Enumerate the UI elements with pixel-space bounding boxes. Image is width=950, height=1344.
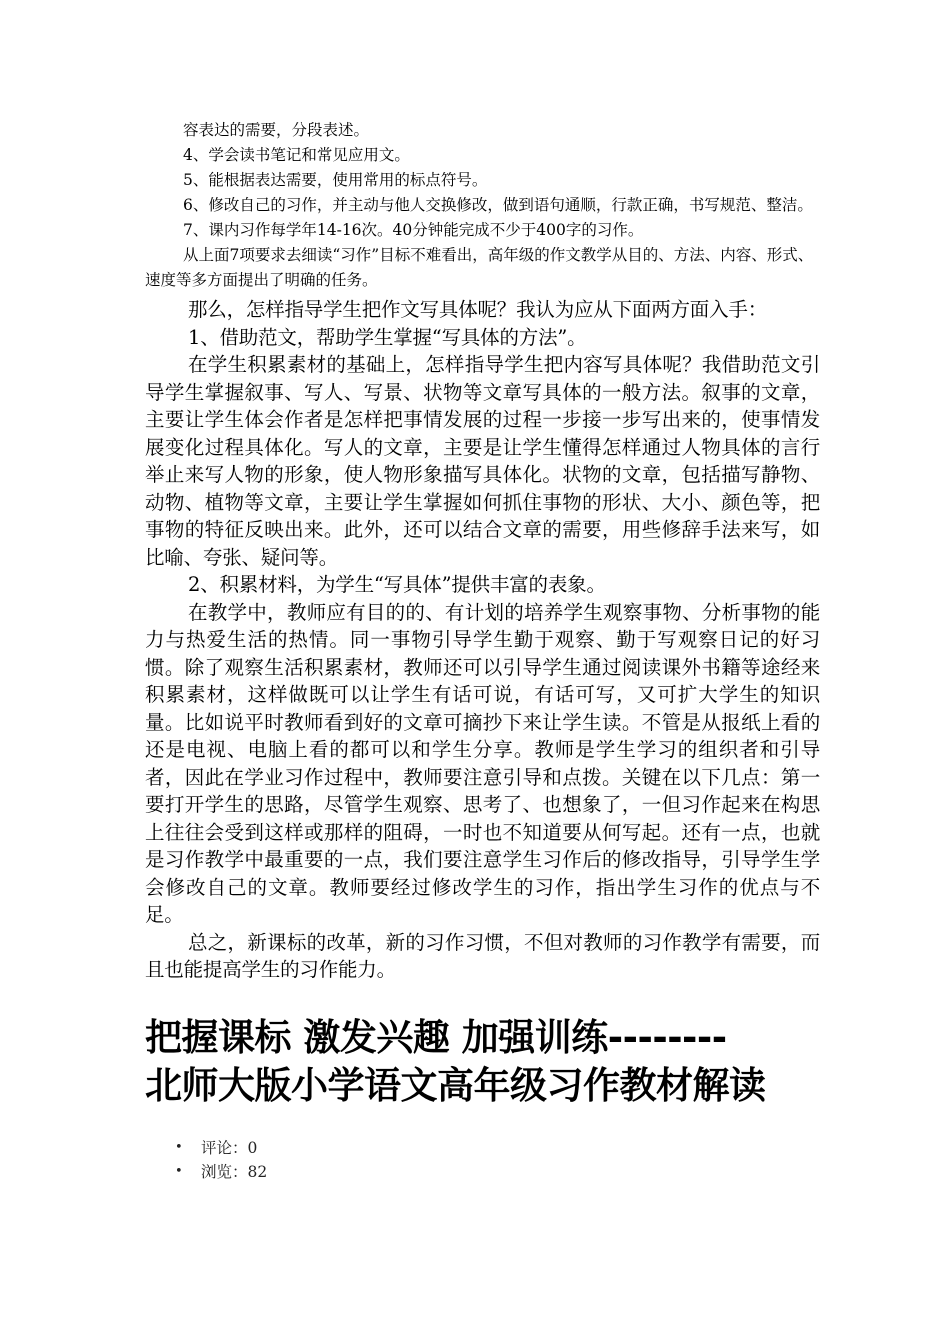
requirements-summary: 从上面7项要求去细读“习作”目标不难看出，高年级的作文教学从目的、方法、内容、形式、速度等多方面提出了明确的任务。 — [145, 246, 814, 289]
requirement-item-6: 6、修改自己的习作，并主动与他人交换修改，做到语句通顺，行款正确，书写规范、整洁。 — [183, 196, 813, 214]
point1-body: 在学生积累素材的基础上，怎样指导学生把内容写具体呢？我借助范文引导学生掌握叙事、写人、写景、状物等文章写具体的一般方法。叙事的文章，主要让学生体会作者是怎样把事情发展的过程一步接一步写出来的，使事情发展变化过程具体化。写人的文章，主要是让学生懂得怎样通过人物具体的言行举止来写人物的形象，使人物形象描写具体化。状物的文章，包括描写静物、动物、植物等文章，主要让学生掌握如何抓住事物的形状、大小、颜色等，把事物的特征反映出来。此外，还可以结合文章的需要，用些修辞手法来写，如比喻、夸张、疑问等。 — [145, 353, 820, 569]
bullet-icon: • — [175, 1139, 183, 1155]
article-body — [145, 296, 820, 984]
requirements-section — [145, 118, 820, 293]
point2-body: 在教学中，教师应有目的的、有计划的培养学生观察事物、分析事物的能力与热爱生活的热情。同一事物引导学生勤于观察、勤于写观察日记的好习惯。除了观察生活积累素材，教师还可以引导学生通过阅读课外书籍等途经来积累素材，这样做既可以让学生有话可说，有话可写，又可扩大学生的知识量。比如说平时教师看到好的文章可摘抄下来让学生读。不管是从报纸上看的还是电视、电脑上看的都可以和学生分享。教师是学生学习的组织者和引导者，因此在学业习作过程中，教师要注意引导和点拨。关键在以下几点：第一要打开学生的思路，尽管学生观察、思考了、也想象了，一但习作起来在构思上往往会受到这样或那样的阻碍，一时也不知道要从何写起。还有一点，也就是习作教学中最重要的一点，我们要注意学生习作后的修改指导，引导学生学会修改自己的文章。教师要经过修改学生的习作，指出学生习作的优点与不足。 — [145, 600, 820, 926]
requirement-item-5: 5、能根据表达需要，使用常用的标点符号。 — [183, 171, 488, 189]
document-page — [145, 118, 820, 1184]
headline-line-1: 把握课标 激发兴趣 加强训练-------- — [145, 1015, 727, 1059]
point2-heading: 2、积累材料，为学生“写具体”提供丰富的表象。 — [188, 573, 606, 596]
views-label: 浏览：82 — [201, 1162, 268, 1181]
views-count — [175, 1160, 820, 1184]
requirement-continuation: 容表达的需要，分段表述。 — [183, 121, 370, 139]
article-conclusion: 总之，新课标的改革，新的习作习惯，不但对教师的习作教学有需要，而且也能提高学生的习作能力。 — [145, 930, 820, 981]
requirement-item-7: 7、课内习作每学年14-16次。40分钟能完成不少于400字的习作。 — [183, 221, 644, 239]
headline-line-2: 北师大版小学语文高年级习作教材解读 — [145, 1063, 766, 1107]
comments-label: 评论：0 — [201, 1138, 258, 1157]
article-intro: 那么，怎样指导学生把作文写具体呢？我认为应从下面两方面入手： — [188, 298, 768, 321]
bullet-icon: • — [175, 1163, 183, 1179]
meta-list — [145, 1136, 820, 1184]
point1-heading: 1、借助范文，帮助学生掌握“写具体的方法”。 — [188, 325, 587, 349]
comments-count — [175, 1136, 820, 1160]
article-headline — [145, 1014, 820, 1110]
requirement-item-4: 4、学会读书笔记和常见应用文。 — [183, 146, 410, 164]
